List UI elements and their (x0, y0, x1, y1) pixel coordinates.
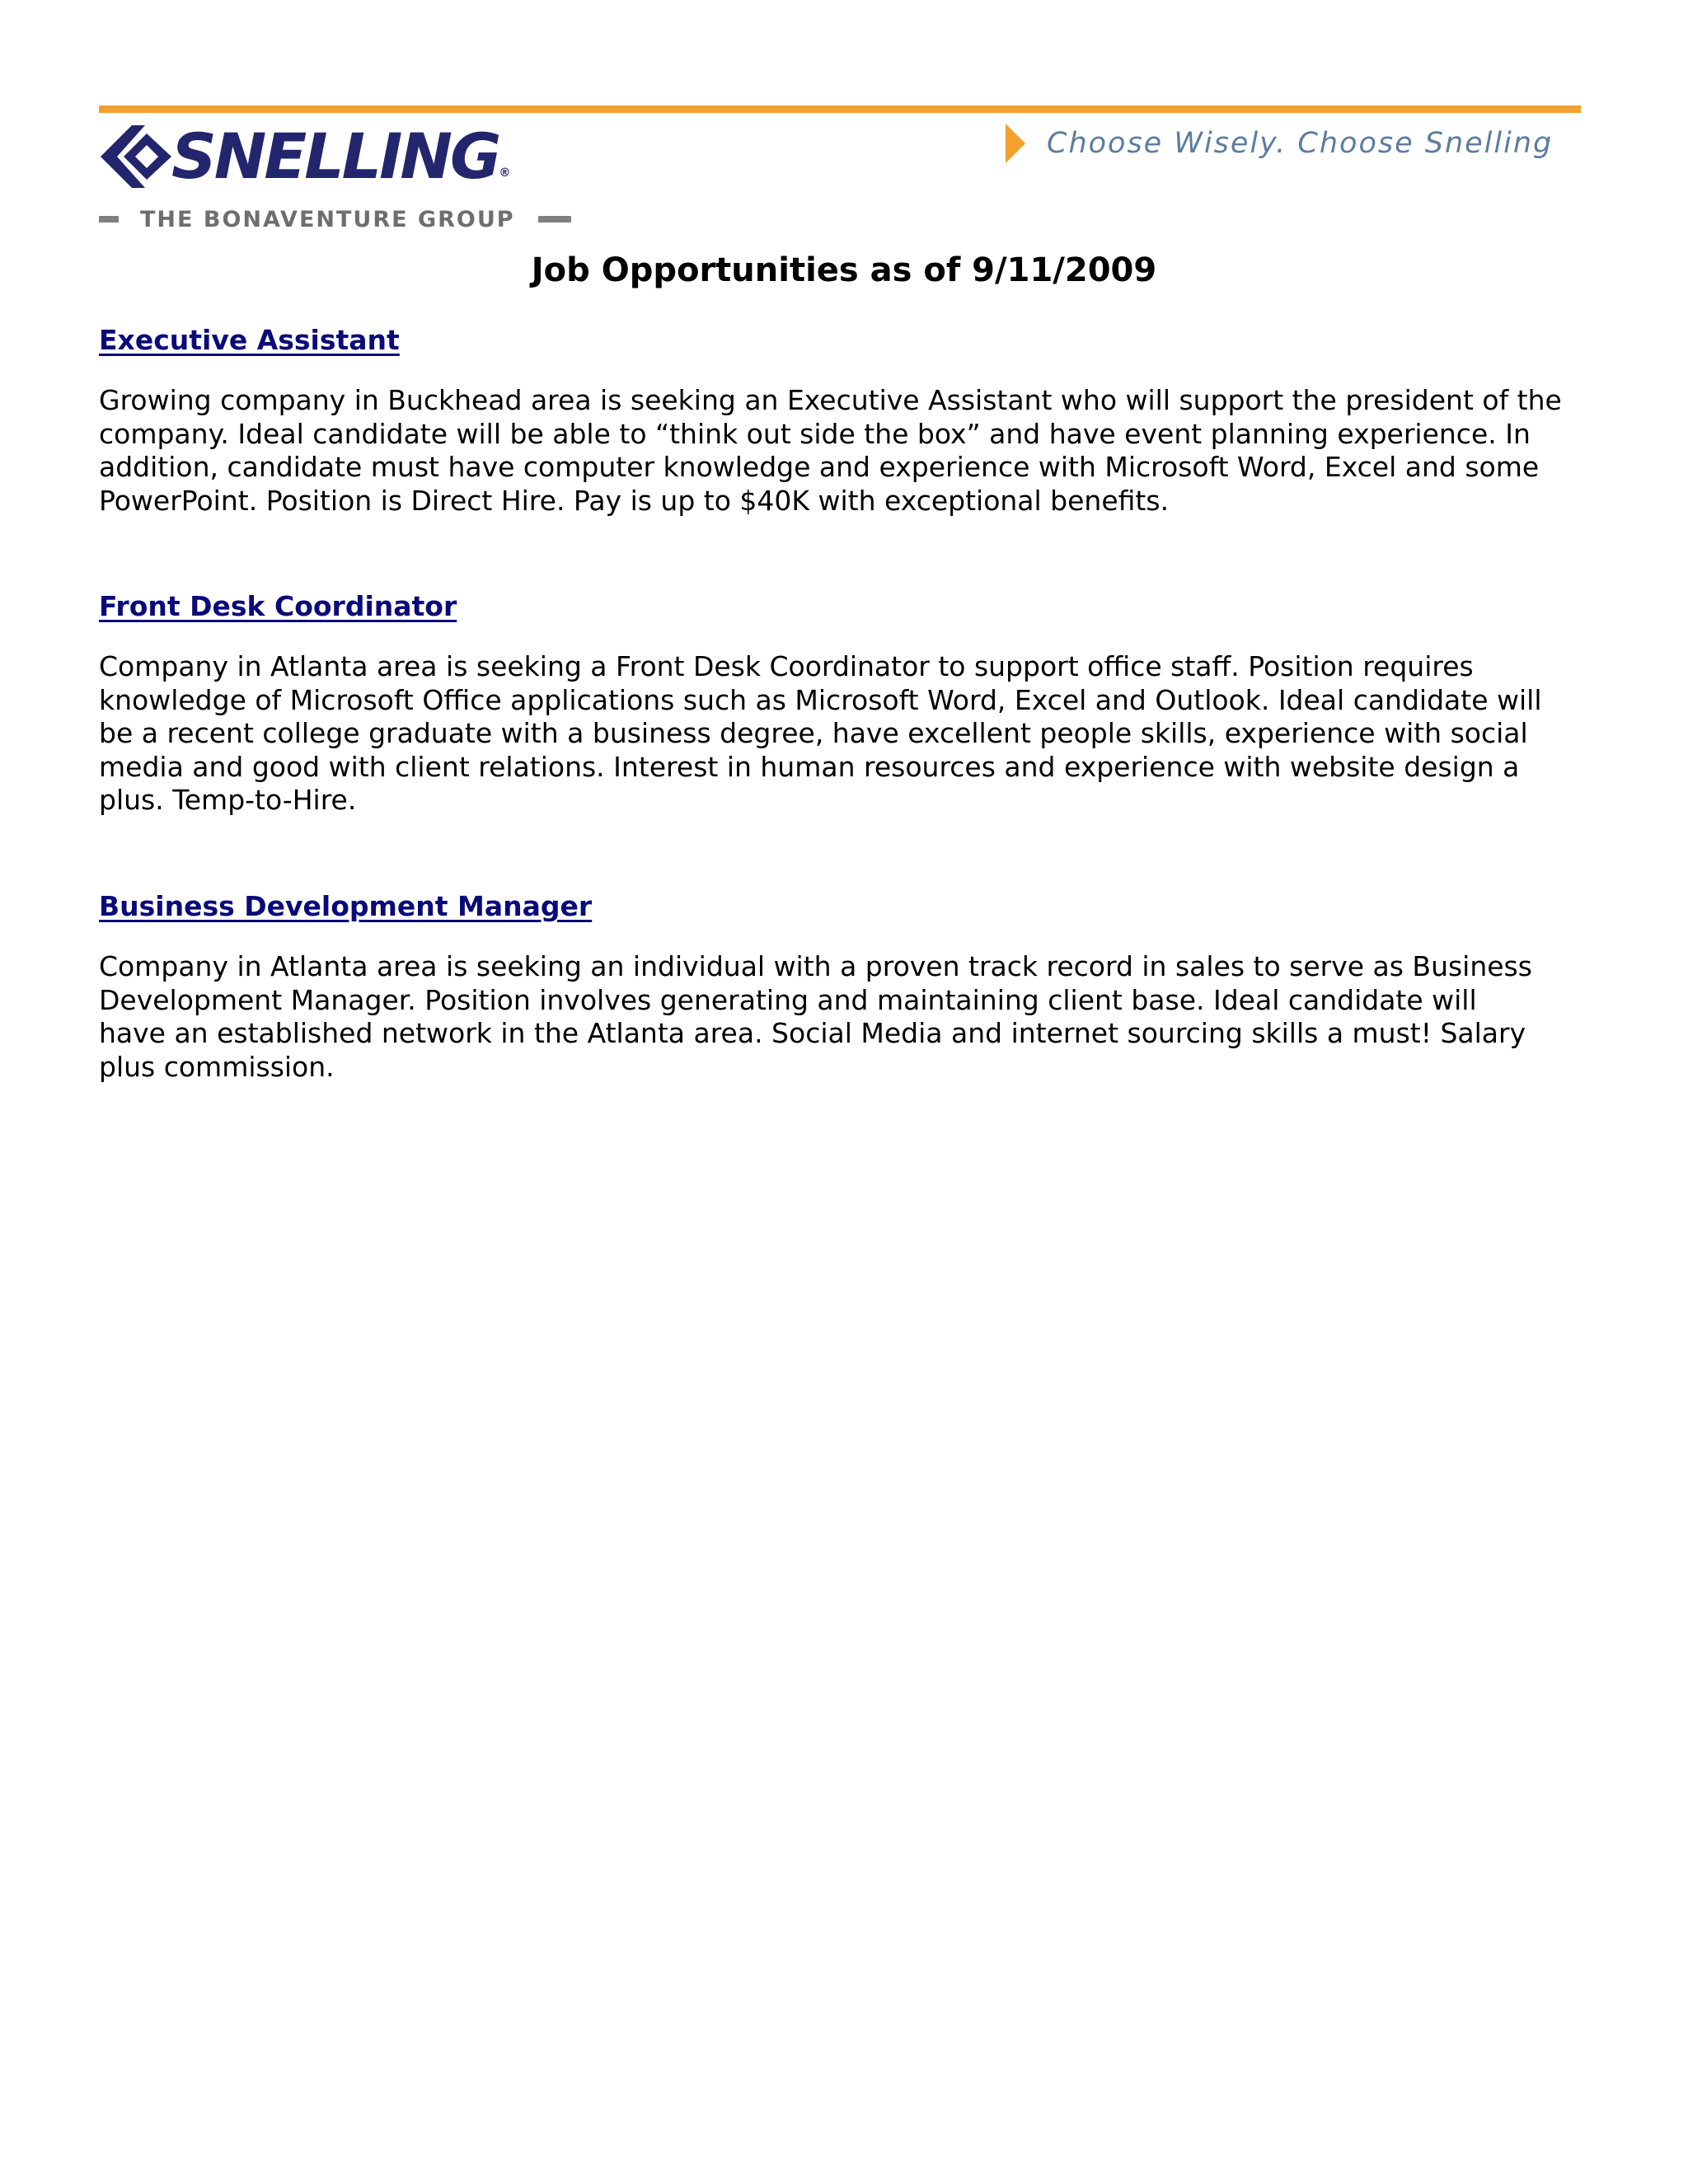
job-title-link[interactable]: Executive Assistant (99, 324, 400, 356)
header-orange-rule (99, 105, 1581, 113)
snelling-logo (99, 115, 626, 239)
group-name: THE BONAVENTURE GROUP (140, 206, 515, 232)
job-description: Company in Atlanta area is seeking a Front Desk Coordinator to support office staff. Position requires knowledge of Microsoft Office applications such as Microsoft Word, Excel and Outlook. Ideal candidate will be a recent college graduate with a business degree, have excellent people skills, experience with social media and good with client relations. Interest in human resources and experience with website design a plus. Temp-to-Hire. (99, 650, 1542, 816)
job-description: Growing company in Buckhead area is seeking an Executive Assistant who will support the president of the company. Ideal candidate will be able to “think out side the box” and have event planning experience. In addition, candidate must have computer knowledge and experience with Microsoft Word, Excel and some PowerPoint. Position is Direct Hire. Pay is up to $40K with exceptional benefits. (99, 384, 1562, 517)
right-dash (538, 216, 571, 223)
logo-text: SNELLING (171, 120, 499, 193)
job-listing (99, 886, 1591, 1084)
job-listing (99, 320, 1591, 518)
logo-wordmark (171, 115, 510, 214)
snelling-diamond-icon (99, 120, 173, 191)
job-title-link[interactable]: Front Desk Coordinator (99, 590, 457, 622)
tagline-text: Choose Wisely. Choose Snelling (1047, 127, 1554, 160)
job-description: Company in Atlanta area is seeking an individual with a proven track record in sales to serve as Business Development Manager. Position involves generating and maintaining client base. Ideal candidate will have an established network in the Atlanta area. Social Media and internet sourcing skills a must! Salary plus commission. (99, 950, 1532, 1083)
play-arrow-icon (1004, 122, 1027, 165)
job-listing (99, 586, 1591, 818)
left-dash (99, 216, 119, 223)
page-title: Job Opportunities as of 9/11/2009 (531, 251, 1157, 289)
group-name-line (99, 203, 571, 236)
job-title-link[interactable]: Business Development Manager (99, 890, 593, 922)
tagline (1004, 120, 1553, 166)
logo-registered-mark: ® (499, 166, 511, 180)
